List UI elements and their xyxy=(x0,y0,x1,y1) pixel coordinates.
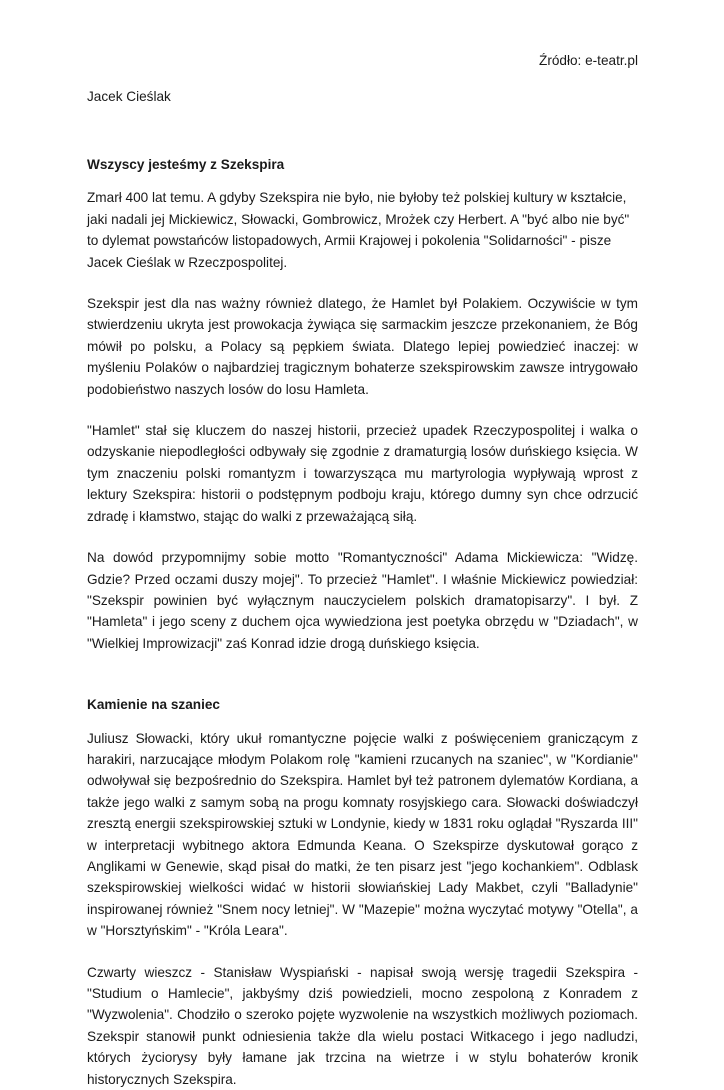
article-lead: Zmarł 400 lat temu. A gdyby Szekspira nie było, nie byłoby też polskiej kultury w kształcie, jaki nadali jej Mickiewicz, Słowacki, Gombrowicz, Mrożek czy Herbert. A "być albo nie być" to dylemat powstańców listopadowych, Armii Krajowej i pokolenia "Solidarności" - pisze Jacek Cieślak w Rzeczpospolitej. xyxy=(87,190,630,270)
article-title: Wszyscy jesteśmy z Szekspira xyxy=(87,157,285,172)
paragraph: "Hamlet" stał się kluczem do naszej historii, przecież upadek Rzeczypospolitej i walka o odzyskanie niepodległości odbywały się zgodnie z dramaturgią losów duńskiego księcia. W tym znaczeniu polski romantyzm i towarzysząca mu martyrologia wypływają wprost z lektury Szekspira: historii o podstępnym podboju kraju, którego dumny syn chce odrzucić zdradę i kłamstwo, stając do walki z przeważającą siłą. xyxy=(87,423,638,524)
paragraph: Juliusz Słowacki, który ukuł romantyczne pojęcie walki z poświęceniem graniczącym z harakiri, narzucające młodym Polakom rolę "kamieni rzucanych na szaniec", w "Kordianie" odwoływał się bezpośrednio do Szekspira. Hamlet był też patronem dylematów Kordiana, a także jego walki z samym sobą na progu komnaty rosyjskiego cara. Słowacki doświadczył zresztą energii szekspirowskiej sztuki w Londynie, kiedy w 1831 roku oglądał "Ryszarda III" w interpretacji wybitnego aktora Edmunda Keana. O Szekspirze dyskutował gorąco z Anglikami w Genewie, skąd pisał do matki, że ten pisarz jest "jego kochankiem". Odblask szekspirowskiej wielkości widać w historii słowiańskiej Lady Makbet, czyli "Balladynie" inspirowanej również "Snem nocy letniej". W "Mazepie" można wyczytać motywy "Otella", a w "Horsztyńskim" - "Króla Leara". xyxy=(87,730,638,939)
paragraph: Na dowód przypomnijmy sobie motto "Romantyczności" Adama Mickiewicza: "Widzę. Gdzie? Przed oczami duszy mojej". To przecież "Hamlet". I właśnie Mickiewicz powiedział: "Szekspir powinien być wyłącznym nauczycielem polskich dramatopisarzy". I był. Z "Hamleta" i jego sceny z duchem ojca wywiedziona jest poetyka obrzędu w "Dziadach", w "Wielkiej Improwizacji" zaś Konrad idzie drogą duńskiego księcia. xyxy=(87,550,638,651)
paragraph: Szekspir jest dla nas ważny również dlatego, że Hamlet był Polakiem. Oczywiście w tym stwierdzeniu ukryta jest prowokacja żywiąca się sarmackim jeszcze przekonaniem, że Bóg mówił po polsku, a Polacy są pępkiem świata. Dlatego lepiej powiedzieć inaczej: w myśleniu Polaków o najbardziej tragicznym bohaterze szekspirowskim zawsze intrygowało podobieństwo naszych losów do losu Hamleta. xyxy=(87,296,638,397)
source-line: Źródło: e-teatr.pl xyxy=(539,53,638,68)
paragraph: Czwarty wieszcz - Stanisław Wyspiański - napisał swoją wersję tragedii Szekspira - "Studium o Hamlecie", jakbyśmy dziś powiedzieli, mocno zespoloną z Konradem z "Wyzwolenia". Chodziło o szeroko pojęte wyzwolenie na wszystkich możliwych poziomach. Szekspir stanowił punkt odniesienia także dla wielu postaci Witkacego i jego nadludzi, których życiorysy były łamane jak trzcina na wietrze i w stylu bohaterów kronik historycznych Szekspira. xyxy=(87,964,638,1087)
section-heading: Kamienie na szaniec xyxy=(87,697,220,713)
author-name: Jacek Cieślak xyxy=(87,89,171,104)
article-body xyxy=(87,154,638,1090)
